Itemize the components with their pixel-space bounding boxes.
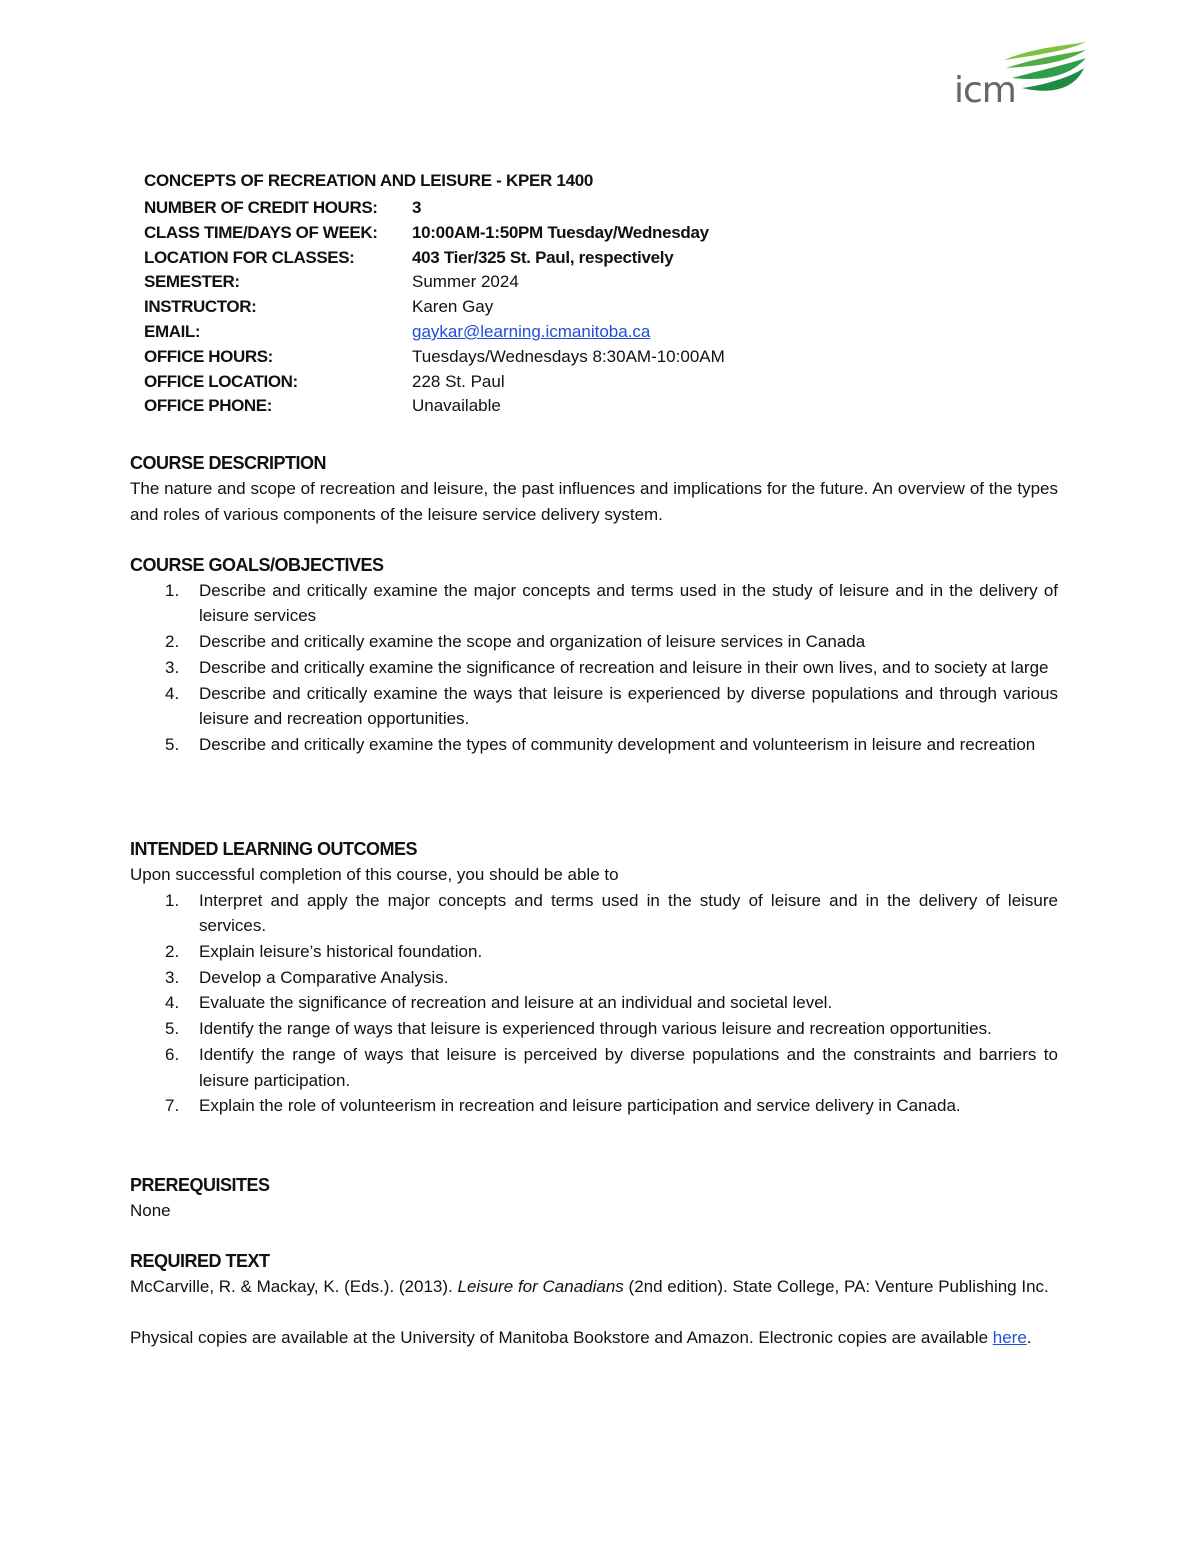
list-item bbox=[130, 578, 1058, 629]
goals-list bbox=[130, 578, 1058, 757]
list-item bbox=[130, 1093, 1058, 1118]
textbook-citation bbox=[130, 1274, 1058, 1300]
availability-text bbox=[130, 1325, 1058, 1351]
course-title: CONCEPTS OF RECREATION AND LEISURE - KPER 1400 bbox=[144, 171, 594, 190]
prerequisites-section bbox=[130, 1172, 1058, 1224]
list-text: Explain leisure’s historical foundation. bbox=[199, 941, 483, 961]
section-heading: PREREQUISITES bbox=[130, 1175, 270, 1195]
list-text: Interpret and apply the major concepts and terms used in the study of leisure and in the delivery of leisure services. bbox=[199, 890, 1058, 935]
availability-sentence: Physical copies are available at the University of Manitoba Bookstore and Amazon. Electronic copies are available bbox=[130, 1327, 993, 1347]
info-row-location bbox=[144, 246, 725, 271]
email-link[interactable]: gaykar@learning.icmanitoba.ca bbox=[412, 321, 651, 341]
list-text: Explain the role of volunteerism in recreation and leisure participation and service delivery in Canada. bbox=[199, 1096, 961, 1116]
info-value: Tuesdays/Wednesdays 8:30AM-10:00AM bbox=[412, 346, 725, 366]
section-heading: COURSE GOALS/OBJECTIVES bbox=[130, 555, 384, 575]
list-number: 4. bbox=[165, 683, 180, 703]
section-heading: REQUIRED TEXT bbox=[130, 1251, 270, 1271]
prerequisites-text: None bbox=[130, 1201, 171, 1220]
list-item bbox=[130, 939, 1058, 964]
info-label: SEMESTER: bbox=[144, 272, 240, 292]
info-value: 403 Tier/325 St. Paul, respectively bbox=[412, 247, 674, 267]
list-text: Identify the range of ways that leisure is perceived by diverse populations and the constraints and barriers to leisure participation. bbox=[199, 1045, 1058, 1090]
info-row-office-hours bbox=[144, 345, 725, 370]
citation-book-title: Leisure for Canadians bbox=[457, 1277, 624, 1296]
list-text: Describe and critically examine the major concepts and terms used in the study of leisure and in the delivery of leisure services bbox=[199, 581, 1058, 626]
list-item bbox=[130, 732, 1058, 757]
course-description-section bbox=[130, 450, 1058, 527]
learning-outcomes-section bbox=[130, 836, 1058, 1119]
availability-period: . bbox=[1026, 1327, 1032, 1347]
list-number: 5. bbox=[165, 1019, 180, 1039]
electronic-copy-link[interactable]: here bbox=[992, 1327, 1027, 1347]
list-number: 5. bbox=[165, 735, 180, 755]
list-item bbox=[130, 965, 1058, 990]
list-text: Identify the range of ways that leisure is experienced through various leisure and recreation opportunities. bbox=[199, 1019, 992, 1039]
list-item bbox=[130, 629, 1058, 654]
info-label: OFFICE HOURS: bbox=[144, 346, 273, 366]
info-label: NUMBER OF CREDIT HOURS: bbox=[144, 198, 378, 217]
list-item bbox=[130, 655, 1058, 680]
info-value: Karen Gay bbox=[412, 297, 494, 317]
info-row-office-location bbox=[144, 370, 725, 395]
description-text: The nature and scope of recreation and leisure, the past influences and implications for the future. An overview of the types and roles of various components of the leisure service delivery system. bbox=[130, 479, 1058, 524]
list-text: Describe and critically examine the ways that leisure is experienced by diverse populations and through various leisure and recreation opportunities. bbox=[199, 683, 1058, 729]
info-row-email bbox=[144, 320, 725, 345]
info-value: Summer 2024 bbox=[412, 272, 519, 292]
section-heading: COURSE DESCRIPTION bbox=[130, 453, 327, 473]
list-number: 4. bbox=[165, 993, 180, 1013]
info-row-class-time bbox=[144, 221, 725, 246]
icm-logo bbox=[946, 40, 1086, 111]
list-number: 1. bbox=[165, 581, 180, 600]
info-label: CLASS TIME/DAYS OF WEEK: bbox=[144, 222, 378, 242]
info-label: LOCATION FOR CLASSES: bbox=[144, 247, 355, 267]
list-number: 6. bbox=[165, 1045, 180, 1065]
list-text: Describe and critically examine the types of community development and volunteerism in leisure and recreation bbox=[199, 735, 1036, 755]
list-number: 2. bbox=[165, 632, 180, 652]
info-label: OFFICE PHONE: bbox=[144, 396, 272, 416]
required-text-section bbox=[130, 1248, 1058, 1350]
info-value: 3 bbox=[412, 198, 422, 217]
list-item bbox=[130, 888, 1058, 939]
info-label: OFFICE LOCATION: bbox=[144, 371, 298, 391]
info-value: Unavailable bbox=[412, 396, 501, 416]
list-text: Develop a Comparative Analysis. bbox=[199, 967, 449, 987]
info-row-instructor bbox=[144, 295, 725, 320]
citation-authors: McCarville, R. & Mackay, K. (Eds.). (2013). bbox=[130, 1277, 458, 1296]
info-value: 228 St. Paul bbox=[412, 371, 505, 391]
list-item bbox=[130, 1042, 1058, 1093]
citation-publisher: (2nd edition). State College, PA: Venture Publishing Inc. bbox=[623, 1277, 1049, 1296]
info-row-semester bbox=[144, 270, 725, 295]
list-text: Describe and critically examine the significance of recreation and leisure in their own lives, and to society at large bbox=[199, 658, 1049, 678]
list-number: 3. bbox=[165, 658, 180, 678]
list-item bbox=[130, 1016, 1058, 1041]
course-goals-section bbox=[130, 552, 1058, 758]
list-text: Describe and critically examine the scope and organization of leisure services in Canada bbox=[199, 632, 866, 652]
list-number: 1. bbox=[165, 890, 180, 910]
info-label: EMAIL: bbox=[144, 321, 201, 341]
list-item bbox=[130, 681, 1058, 732]
course-info-table bbox=[144, 196, 725, 419]
section-heading: INTENDED LEARNING OUTCOMES bbox=[130, 839, 418, 859]
logo-text: icm bbox=[954, 70, 1016, 111]
outcomes-list bbox=[130, 888, 1058, 1119]
list-item bbox=[130, 990, 1058, 1015]
list-number: 3. bbox=[165, 967, 180, 987]
list-number: 2. bbox=[165, 941, 180, 961]
info-row-office-phone bbox=[144, 394, 725, 419]
list-number: 7. bbox=[165, 1096, 180, 1116]
info-value: 10:00AM-1:50PM Tuesday/Wednesday bbox=[412, 222, 709, 242]
info-label: INSTRUCTOR: bbox=[144, 297, 257, 317]
outcomes-intro: Upon successful completion of this course, you should be able to bbox=[130, 865, 619, 884]
info-row-credit-hours bbox=[144, 196, 725, 221]
list-text: Evaluate the significance of recreation and leisure at an individual and societal level. bbox=[199, 993, 833, 1013]
